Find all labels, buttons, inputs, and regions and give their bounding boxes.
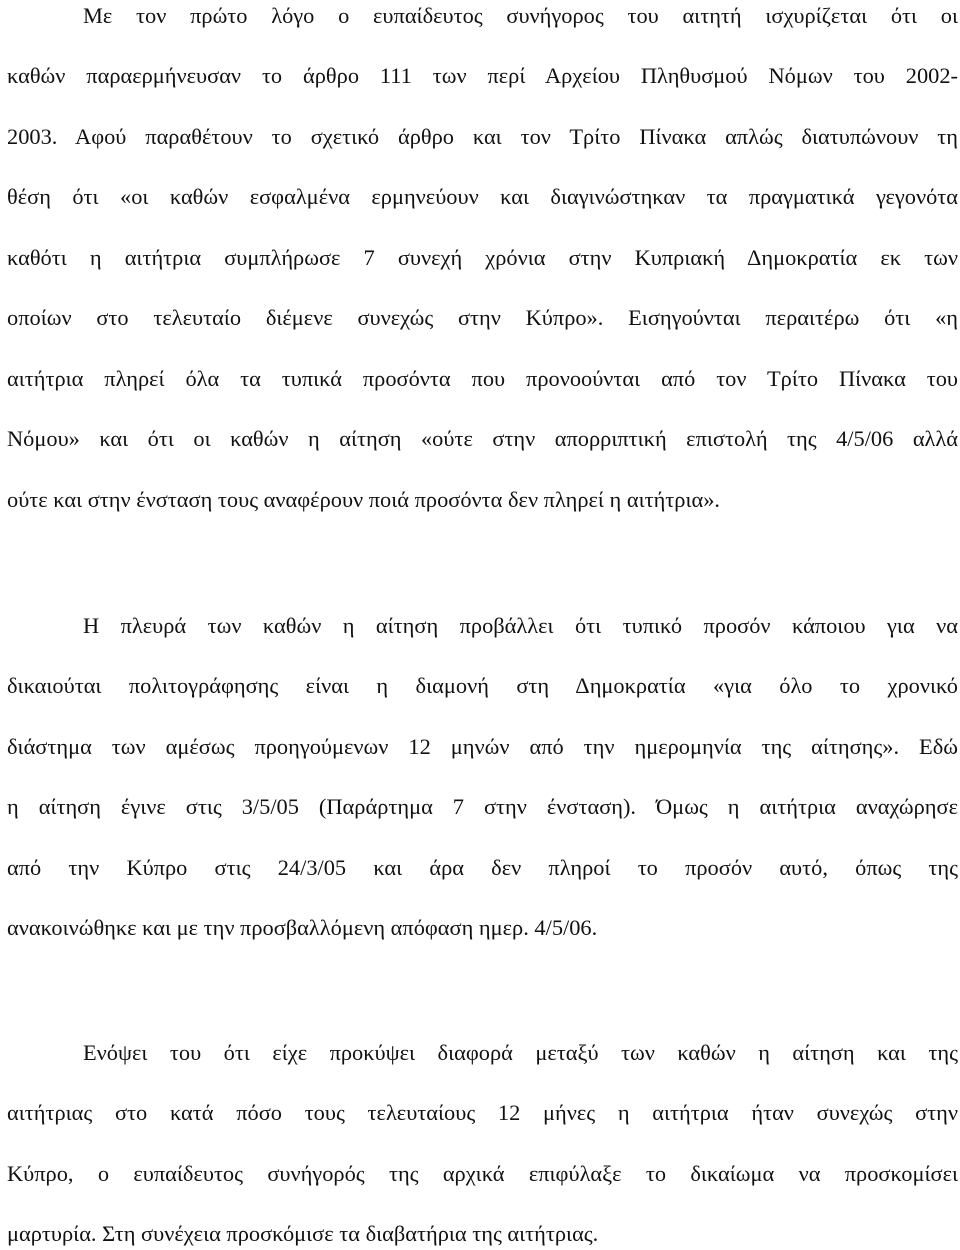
paragraph-line: ούτε και στην ένσταση τους αναφέρουν ποιά προσόντα δεν πληρεί η αιτήτρια».: [7, 487, 721, 512]
paragraph-line: θέση ότι «οι καθών εσφαλμένα ερμηνεύουν και διαγινώστηκαν τα πραγματικά γεγονότα: [7, 184, 958, 209]
paragraph-line: ανακοινώθηκε και με την προσβαλλόμενη απόφαση ημερ. 4/5/06.: [7, 915, 598, 940]
paragraph-line: αιτήτρια πληρεί όλα τα τυπικά προσόντα που προνοούνται από τον Τρίτο Πίνακα του: [7, 366, 958, 391]
paragraph-line: Κύπρο, ο ευπαίδευτος συνήγορός της αρχικά επιφύλαξε το δικαίωμα να προσκομίσει: [7, 1161, 958, 1186]
paragraph-line: καθότι η αιτήτρια συμπλήρωσε 7 συνεχή χρόνια στην Κυπριακή Δημοκρατία εκ των: [7, 245, 958, 270]
paragraph-line: Ενόψει του ότι είχε προκύψει διαφορά μεταξύ των καθών η αίτηση και της: [83, 1040, 958, 1065]
paragraph-line: οποίων στο τελευταίο διέμενε συνεχώς στην Κύπρο». Εισηγούνται περαιτέρω ότι «η: [7, 305, 958, 330]
paragraph-line: μαρτυρία. Στη συνέχεια προσκόμισε τα διαβατήρια της αιτήτριας.: [7, 1221, 599, 1246]
paragraph-line: Η πλευρά των καθών η αίτηση προβάλλει ότι τυπικό προσόν κάποιου για να: [83, 613, 958, 638]
paragraph-line: καθών παραερμήνευσαν το άρθρο 111 των περί Αρχείου Πληθυσμού Νόμων του 2002-: [7, 63, 958, 88]
paragraph-line: Νόμου» και ότι οι καθών η αίτηση «ούτε στην απορριπτική επιστολή της 4/5/06 αλλά: [7, 426, 958, 451]
paragraph-line: η αίτηση έγινε στις 3/5/05 (Παράρτημα 7 στην ένσταση). Όμως η αιτήτρια αναχώρησε: [7, 794, 958, 819]
paragraph-line: 2003. Αφού παραθέτουν το σχετικό άρθρο και τον Τρίτο Πίνακα απλώς διατυπώνουν τη: [7, 124, 958, 149]
paragraph-line: διάστημα των αμέσως προηγούμενων 12 μηνών από την ημερομηνία της αίτησης». Εδώ: [7, 734, 958, 759]
paragraph-line: από την Κύπρο στις 24/3/05 και άρα δεν πληροί το προσόν αυτό, όπως της: [7, 855, 958, 880]
paragraph-line: αιτήτριας στο κατά πόσο τους τελευταίους 12 μήνες η αιτήτρια ήταν συνεχώς στην: [7, 1100, 958, 1125]
paragraph-line: Με τον πρώτο λόγο ο ευπαίδευτος συνήγορος του αιτητή ισχυρίζεται ότι οι: [83, 3, 958, 28]
paragraph-line: δικαιούται πολιτογράφησης είναι η διαμονή στη Δημοκρατία «για όλο το χρονικό: [7, 673, 958, 698]
